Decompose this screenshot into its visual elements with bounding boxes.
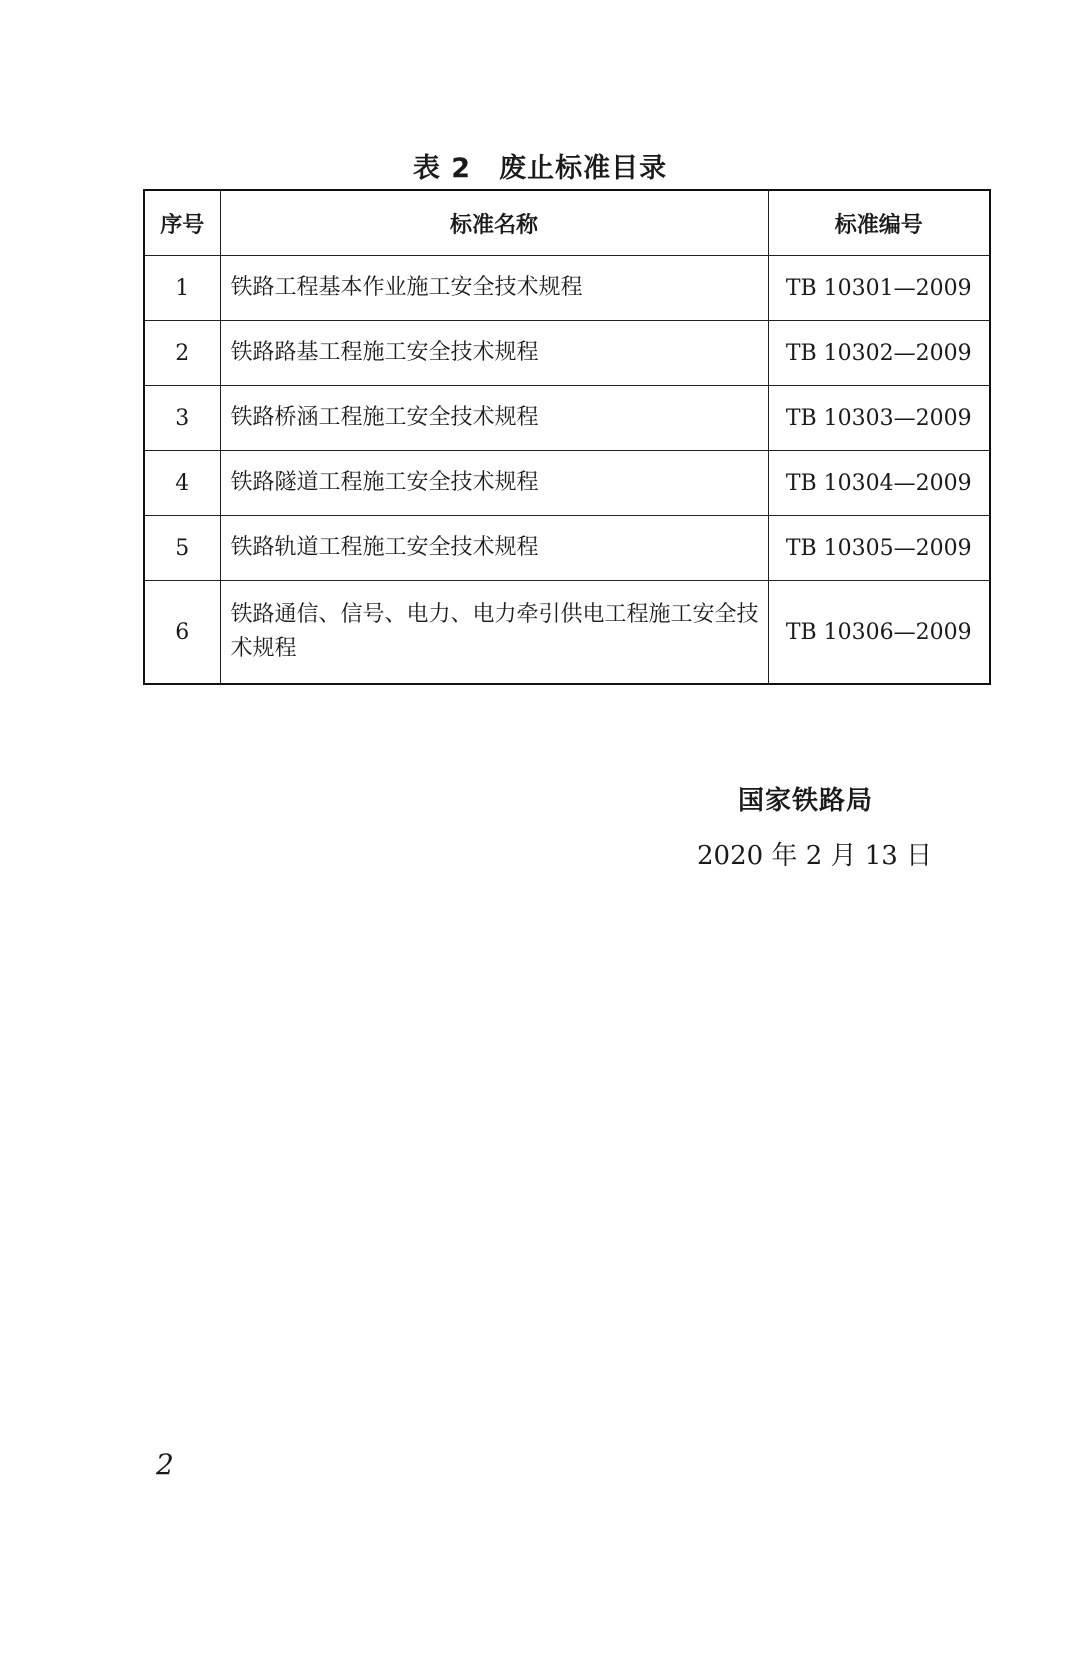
row-no: 6 (144, 581, 220, 685)
row-no: 4 (144, 451, 220, 516)
header-name: 标准名称 (220, 190, 768, 256)
row-code: TB 10303—2009 (768, 386, 990, 451)
table-row (144, 256, 990, 321)
row-name: 铁路路基工程施工安全技术规程 (220, 321, 768, 386)
table-title-text: 废止标准目录 (499, 153, 668, 184)
row-name: 铁路通信、信号、电力、电力牵引供电工程施工安全技术规程 (220, 581, 768, 685)
row-no: 2 (144, 321, 220, 386)
header-code: 标准编号 (768, 190, 990, 256)
header-no: 序号 (144, 190, 220, 256)
issue-date: 2020 年 2 月 13 日 (697, 841, 933, 871)
table-row (144, 321, 990, 386)
table-row (144, 451, 990, 516)
row-code: TB 10302—2009 (768, 321, 990, 386)
table-header-row (144, 190, 990, 256)
table-title (0, 146, 1080, 185)
table-row (144, 386, 990, 451)
row-no: 5 (144, 516, 220, 581)
row-code: TB 10301—2009 (768, 256, 990, 321)
row-name: 铁路隧道工程施工安全技术规程 (220, 451, 768, 516)
table-row (144, 581, 990, 685)
table-title-label: 表 2 (412, 153, 472, 184)
row-code: TB 10304—2009 (768, 451, 990, 516)
issuing-authority: 国家铁路局 (738, 786, 874, 816)
row-code: TB 10305—2009 (768, 516, 990, 581)
row-name: 铁路桥涵工程施工安全技术规程 (220, 386, 768, 451)
row-code: TB 10306—2009 (768, 581, 990, 685)
row-name: 铁路轨道工程施工安全技术规程 (220, 516, 768, 581)
row-no: 3 (144, 386, 220, 451)
page-number: 2 (156, 1448, 174, 1481)
table-row (144, 516, 990, 581)
row-name: 铁路工程基本作业施工安全技术规程 (220, 256, 768, 321)
row-no: 1 (144, 256, 220, 321)
abolished-standards-table (143, 189, 991, 685)
